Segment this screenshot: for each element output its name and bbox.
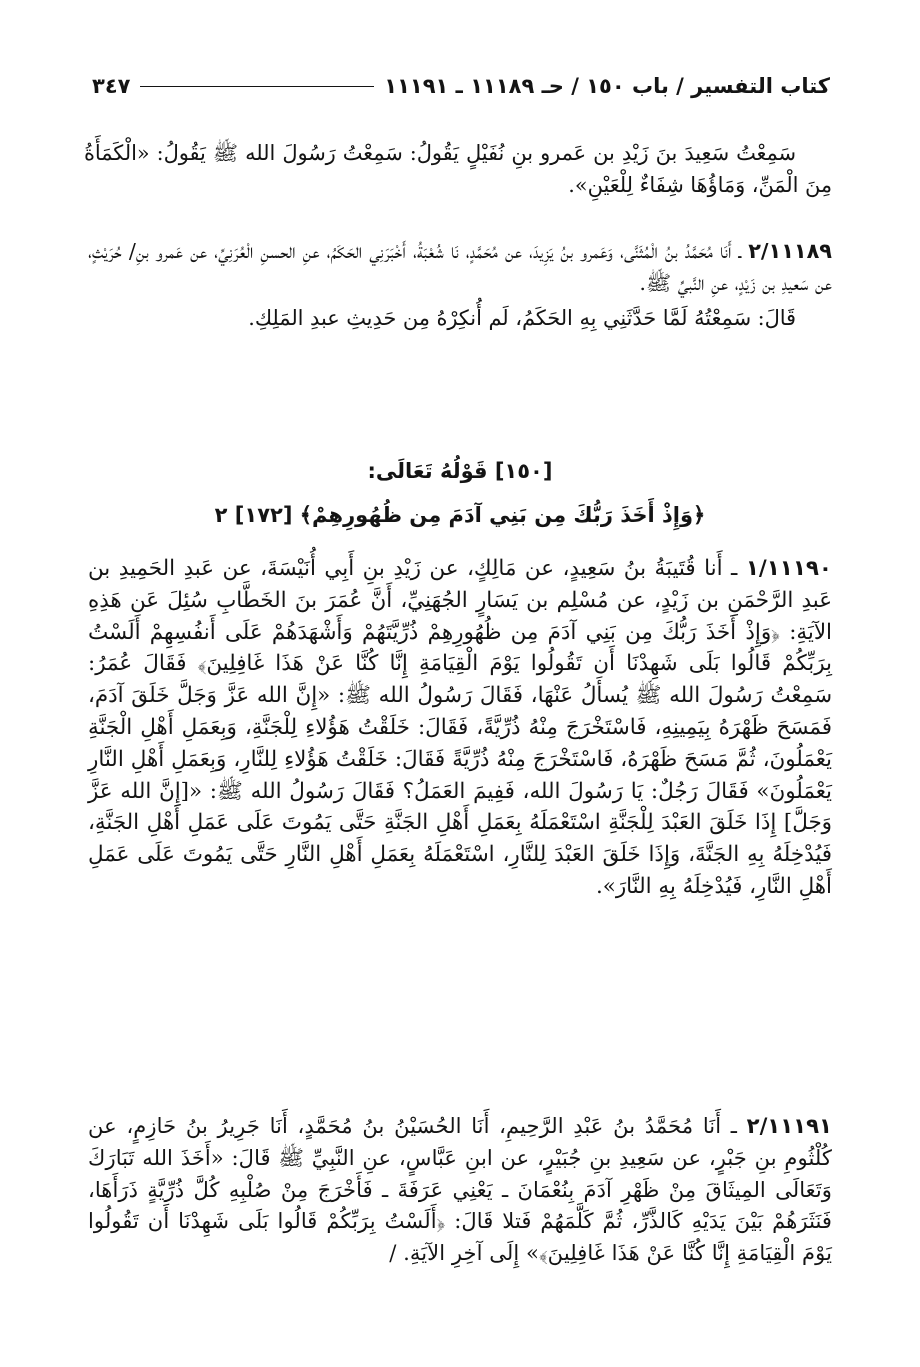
hadith-11191-body: [88, 1110, 832, 1269]
hadith-11190-body: [88, 553, 832, 903]
hadith-11189-number: ٢/١١١٨٩: [748, 239, 832, 263]
hadith-11189-text: ـ أَنَا مُحَمَّدُ بنُ الْمُثَنَّى، وَعَمرو بنُ يَزِيدَ، عن مُحَمَّدٍ، نَا شُعْبَةُ، أَخْبَرَنِي الحَكَمُ، عنِ الحسنِ الْعُرَنِيِّ، عن عَمرو بنِ/ حُرَيْثٍ، عن سَعيدِ بن زَيْدٍ، عنِ النَّبيِّ ﷺ.: [88, 239, 832, 295]
page-number: ٣٤٧: [92, 74, 131, 98]
running-header: [92, 66, 830, 106]
header-title: كتاب التفسير / باب ١٥٠ / حـ ١١١٨٩ ـ ١١١٩١: [384, 74, 830, 98]
header-rule: [140, 86, 374, 87]
hadith-11191-text: ـ أَنَا مُحَمَّدُ بنُ عَبْدِ الرَّحِيمِ، أَنَا الحُسَيْنُ بنُ مُحَمَّدٍ، أَنَا جَرِيرُ بنُ حَازِمٍ، عن كُلْثُومِ بنِ جَبْرٍ، عن سَعِيدِ بنِ جُبَيْرٍ، عن ابنِ عَبَّاسٍ، عنِ النَّبِيِّ ﷺ قَالَ: «أَخَذَ الله تَبَارَكَ وَتَعَالَى المِيثَاقَ مِنْ ظَهْرِ آدَمَ بِنُعْمَانَ ـ يَعْنِي عَرَفَةَ ـ فَأَخْرَجَ مِنْ صُلْبِهِ كُلَّ ذُرِّيَّةٍ ذَرَأَهَا، فَنَثَرَهُمْ بَيْنَ يَدَيْهِ كَالذَّرِّ، ثُمَّ كَلَّمَهُمْ فَتلا قَالَ: ﴿أَلَسْتُ بِرَبِّكُمْ قَالُوا بَلَى شَهِدْنَا أَن تَقُولُوا يَوْمَ الْقِيَامَةِ إِنَّا كُنَّا عَنْ هَذَا غَافِلِينَ﴾» إِلَى آخِرِ الآيَةِ. /: [88, 1113, 832, 1266]
hadith-11189: [88, 236, 832, 335]
hadith-11190-text: ـ أَنا قُتَيبَةُ بنُ سَعِيدٍ، عن مَالِكٍ، عن زَيْدِ بنِ أَبِي أُنَيْسَةَ، عن عَبدِ الحَمِيدِ بن عَبدِ الرَّحْمَنِ بن زَيْدٍ، عن مُسْلِم بن يَسَارٍ الجُهَنِيِّ، أَنَّ عُمَرَ بنَ الخَطَّابِ سُئِلَ عَن هَذِهِ الآيَةِ: ﴿وَإِذْ أَخَذَ رَبُّكَ مِن بَنِي آدَمَ مِن ظُهُورِهِمْ ذُرِّيَّتَهُمْ وَأَشْهَدَهُمْ عَلَى أَنفُسِهِمْ أَلَسْتُ بِرَبِّكُمْ قَالُوا بَلَى شَهِدْنَا أَن تَقُولُوا يَوْمَ الْقِيَامَةِ إِنَّا كُنَّا عَنْ هَذَا غَافِلِينَ﴾ فَقَالَ عُمَرُ: سَمِعْتُ رَسُولَ الله ﷺ يُسأَلُ عَنْهَا، فَقَالَ رَسُولُ الله ﷺ: «إِنَّ الله عَزَّ وَجَلَّ خَلَقَ آدَمَ، فَمَسَحَ ظَهْرَهُ بِيَمِينِهِ، فَاسْتَخْرَجَ مِنْهُ ذُرِّيَّةً، فَقَالَ: خَلَقْتُ هَؤُلاءِ لِلْجَنَّةِ، وَبِعَمَلِ أَهْلِ الْجَنَّةِ يَعْمَلُونَ، ثُمَّ مَسَحَ ظَهْرَهُ، فَاسْتَخْرَجَ مِنْهُ ذُرِّيَّةً فَقَالَ: خَلَقْتُ هَؤُلاءِ لِلنَّارِ، وَبِعَمَلِ أَهْلِ النَّارِ يَعْمَلُونَ» فَقَالَ رَجُلٌ: يَا رَسُولَ الله، فَفِيمَ العَمَلُ؟ فَقَالَ رَسُولُ الله ﷺ: «[إِنَّ الله عَزَّ وَجَلَّ] إِذَا خَلَقَ العَبْدَ لِلْجَنَّةِ اسْتَعْمَلَهُ بِعَمَلِ أَهْلِ الجَنَّةِ حَتَّى يَمُوتَ عَلَى عَمَلِ أَهْلِ الجَنَّةِ، فَيُدْخِلَهُ بِهِ الجَنَّةَ، وَإِذَا خَلَقَ العَبْدَ لِلنَّارِ، اسْتَعْمَلَهُ بِعَمَلِ أَهْلِ النَّارِ حَتَّى يَمُوتَ عَلَى عَمَلِ أَهْلِ النَّارِ، فَيُدْخِلَهُ بِهِ النَّارَ».: [88, 556, 833, 899]
chapter-verse: ﴿وَإِذْ أَخَذَ رَبُّكَ مِن بَنِي آدَمَ مِن ظُهُورِهِمْ﴾ [١٧٢] ٢: [214, 503, 706, 527]
top-passage: [84, 138, 832, 201]
hadith-11191-number: ٢/١١١٩١: [746, 1113, 832, 1138]
hadith-11190-number: ١/١١١٩٠: [745, 556, 832, 581]
chapter-heading: [١٥٠] قَوْلُهُ تَعَالَى:: [367, 459, 553, 483]
top-passage-text: سَمِعْتُ سَعِيدَ بنَ زَيْدِ بن عَمرو بنِ نُفَيْلٍ يَقُولُ: سَمِعْتُ رَسُولَ الله ﷺ يَقُولُ: «الْكَمَأَةُ مِنَ الْمَنِّ، وَمَاؤُهَا شِفَاءٌ لِلْعَيْنِ».: [84, 141, 832, 197]
hadith-11191: [88, 1110, 832, 1269]
hadith-11189-note: قَالَ: سَمِعْتُهُ لَمَّا حَدَّثَنِي بِهِ الحَكَمُ، لَم أُنكِرْهُ مِن حَدِيثِ عبدِ المَلِكِ.: [248, 306, 796, 331]
hadith-11189-body: [88, 236, 832, 299]
hadith-11190: [88, 553, 832, 903]
